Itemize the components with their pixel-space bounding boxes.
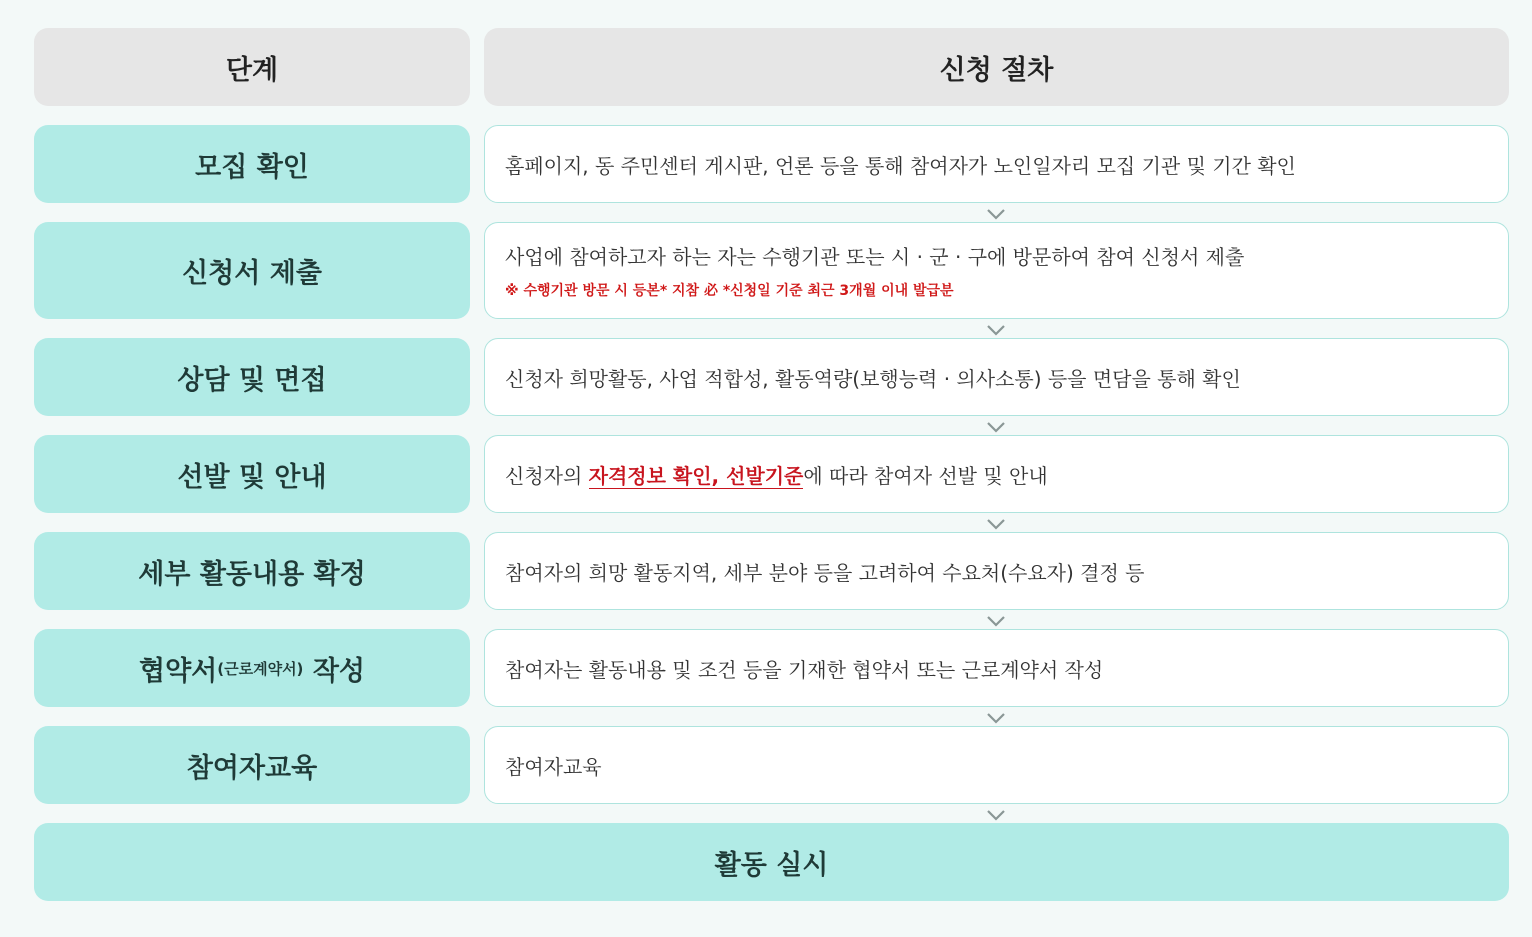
step-selection-guide: 선발 및 안내 (34, 435, 470, 513)
procedure-note: ※ 수행기관 방문 시 등본* 지참 必 *신청일 기준 최근 3개월 이내 발급분 (505, 283, 954, 299)
chevron-down-icon (985, 420, 1007, 434)
procedure-text: 사업에 참여하고자 하는 자는 수행기관 또는 시 · 군 · 구에 방문하여 참여 신청서 제출 (505, 245, 1245, 269)
procedure-text: 신청자 희망활동, 사업 적합성, 활동역량(보행능력 · 의사소통) 등을 면담을 통해 확인 (505, 366, 1241, 391)
procedure-text: 홈페이지, 동 주민센터 게시판, 언론 등을 통해 참여자가 노인일자리 모집 기관 및 기간 확인 (505, 153, 1296, 178)
step-agreement-writing (34, 629, 470, 707)
procedure-text-before: 신청자의 (505, 463, 589, 488)
step-main: 협약서 (139, 655, 218, 687)
procedure-agreement-writing (484, 629, 1509, 707)
step-application-submit: 신청서 제출 (34, 222, 470, 319)
step-recruit-check: 모집 확인 (34, 125, 470, 203)
procedure-text-after: 에 따라 참여자 선발 및 안내 (803, 463, 1048, 488)
step-activity-detail: 세부 활동내용 확정 (34, 532, 470, 610)
procedure-selection-guide (484, 435, 1509, 513)
final-step-activity: 활동 실시 (34, 823, 1509, 901)
chevron-down-icon (985, 614, 1007, 628)
procedure-activity-detail (484, 532, 1509, 610)
procedure-text: 참여자교육 (505, 754, 602, 779)
step-end: 작성 (303, 655, 365, 687)
chevron-down-icon (985, 808, 1007, 822)
step-consult-interview: 상담 및 면접 (34, 338, 470, 416)
chevron-down-icon (985, 711, 1007, 725)
procedure-recruit-check (484, 125, 1509, 203)
header-procedure: 신청 절차 (484, 28, 1509, 106)
procedure-text: 참여자의 희망 활동지역, 세부 분야 등을 고려하여 수요처(수요자) 결정 등 (505, 560, 1145, 585)
procedure-text (505, 460, 1508, 489)
qualification-criteria-highlight: 자격정보 확인, 선발기준 (588, 463, 804, 488)
step-small: (근로계약서) (217, 659, 304, 678)
chevron-down-icon (985, 517, 1007, 531)
procedure-consult-interview (484, 338, 1509, 416)
header-step: 단계 (34, 28, 470, 106)
procedure-text: 참여자는 활동내용 및 조건 등을 기재한 협약서 또는 근로계약서 작성 (505, 657, 1104, 682)
chevron-down-icon (985, 207, 1007, 221)
chevron-down-icon (985, 323, 1007, 337)
procedure-application-submit (484, 222, 1509, 319)
procedure-participant-education (484, 726, 1509, 804)
step-participant-education: 참여자교육 (34, 726, 470, 804)
